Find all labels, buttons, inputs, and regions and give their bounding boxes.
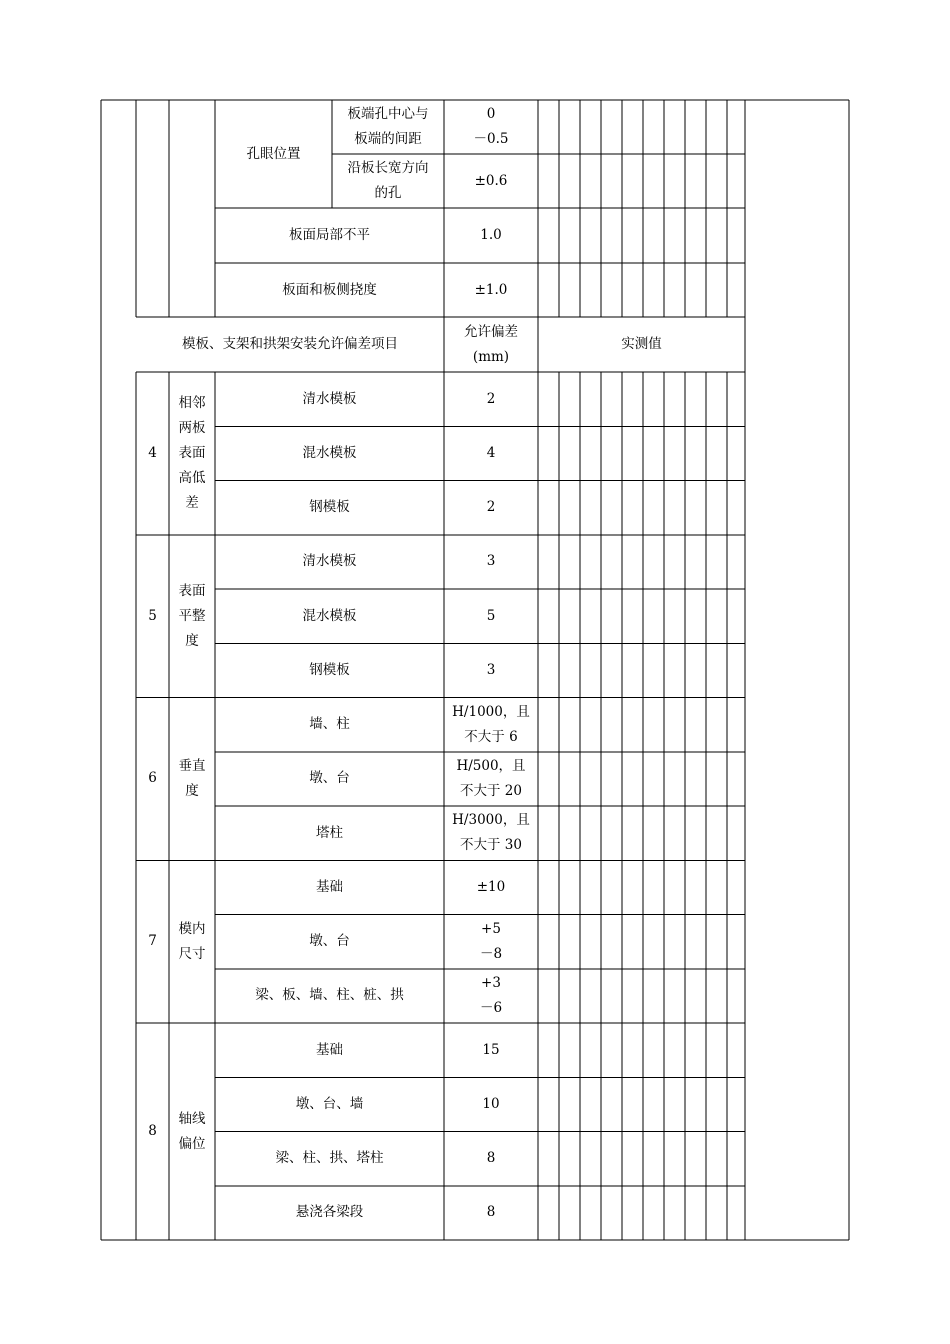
group-name: 模内 尺寸 bbox=[178, 920, 206, 962]
row-tolerance-value: ±0.6 bbox=[474, 172, 508, 189]
row-item-label: 基础 bbox=[316, 1041, 343, 1058]
row-item-label: 板面和板侧挠度 bbox=[282, 281, 377, 298]
row-tolerance-value: ±1.0 bbox=[474, 281, 508, 298]
group-name: 相邻 两板 表面 高低 差 bbox=[178, 394, 206, 511]
row-tolerance-value: 3 bbox=[486, 553, 496, 570]
row-tolerance-value: 2 bbox=[486, 390, 496, 407]
group-name: 垂直 度 bbox=[178, 757, 206, 799]
group-number: 8 bbox=[148, 1123, 157, 1139]
row-tolerance-value: 4 bbox=[486, 444, 496, 461]
row-item-label: 基础 bbox=[316, 878, 343, 895]
row-tolerance-value: +3 －6 bbox=[479, 974, 503, 1016]
row-tolerance-value: 5 bbox=[486, 607, 496, 624]
row-item-label: 墩、台 bbox=[309, 933, 350, 950]
row-item-label: 梁、柱、拱、塔柱 bbox=[275, 1150, 384, 1167]
group-name: 表面 平整 度 bbox=[178, 582, 206, 649]
row-item-label: 沿板长宽方向 的孔 bbox=[347, 160, 429, 201]
row-tolerance-value: H/1000，且 不大于 6 bbox=[452, 703, 530, 745]
row-item-label: 钢模板 bbox=[309, 499, 350, 516]
row-item-label: 钢模板 bbox=[309, 661, 350, 678]
group-number: 7 bbox=[148, 933, 157, 950]
row-item-label: 清水模板 bbox=[302, 390, 357, 407]
row-item-label: 板面局部不平 bbox=[289, 227, 370, 243]
row-tolerance-value: ±10 bbox=[476, 878, 506, 895]
row-item-label: 混水模板 bbox=[302, 607, 357, 624]
row-tolerance-value: 15 bbox=[482, 1041, 500, 1058]
group-number: 4 bbox=[148, 444, 157, 461]
header-item-title: 模板、支架和拱架安装允许偏差项目 bbox=[182, 336, 398, 352]
row-tolerance-value: H/500，且 不大于 20 bbox=[456, 757, 526, 799]
row-tolerance-value: +5 －8 bbox=[479, 920, 503, 962]
row-tolerance-value: 10 bbox=[482, 1095, 500, 1112]
row-item-label: 悬浇各梁段 bbox=[295, 1204, 364, 1221]
row-item-label: 板端孔中心与 板端的间距 bbox=[347, 106, 429, 147]
row-item-label: 墩、台 bbox=[309, 770, 350, 787]
row-item-label: 塔柱 bbox=[316, 824, 343, 841]
group-number: 5 bbox=[148, 607, 157, 624]
row-item-label: 墩、台、墙 bbox=[295, 1095, 364, 1112]
row-tolerance-value: 0 －0.5 bbox=[473, 106, 509, 147]
group-name: 轴线 偏位 bbox=[178, 1110, 206, 1152]
header-measured-title: 实测值 bbox=[621, 336, 662, 352]
row-item-label: 混水模板 bbox=[302, 444, 357, 461]
row-tolerance-value: 1.0 bbox=[480, 227, 502, 243]
row-tolerance-value: 8 bbox=[486, 1204, 496, 1221]
row-tolerance-value: 2 bbox=[486, 499, 496, 516]
header-tolerance-title: 允许偏差 (mm) bbox=[464, 323, 518, 365]
row-tolerance-value: 3 bbox=[486, 661, 496, 678]
row-item-label: 清水模板 bbox=[302, 553, 357, 570]
hole-position-label: 孔眼位置 bbox=[246, 145, 301, 162]
row-tolerance-value: 8 bbox=[486, 1150, 496, 1167]
row-item-label: 墙、柱 bbox=[309, 716, 350, 733]
row-tolerance-value: H/3000，且 不大于 30 bbox=[452, 812, 530, 854]
row-item-label: 梁、板、墙、柱、桩、拱 bbox=[255, 987, 404, 1004]
group-number: 6 bbox=[148, 770, 157, 787]
